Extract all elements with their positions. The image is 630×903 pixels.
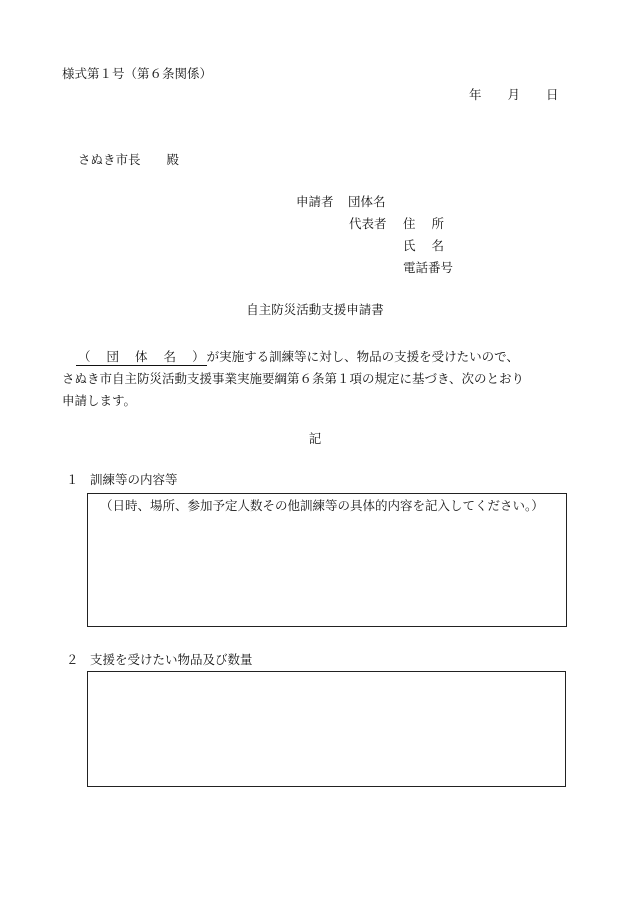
document-title: 自主防災活動支援申請書: [246, 302, 384, 317]
section-2-title: 支援を受けたい物品及び数量: [90, 652, 253, 667]
month-label: 月: [507, 87, 521, 102]
applicant-label: 申請者: [296, 194, 334, 209]
phone-label: 電話番号: [403, 260, 454, 275]
address-label: 住 所: [403, 216, 445, 231]
org-name-blank[interactable]: （ 団 体 名 ）: [78, 349, 205, 364]
section-1-title: 訓練等の内容等: [90, 472, 178, 487]
section-2-number: ２: [66, 652, 79, 667]
addressee-honorific: 殿: [166, 152, 180, 167]
addressee: [78, 154, 179, 167]
body-line-1: （ 団 体 名 ） が実施する訓練等に対し、物品の支援を受けたいので、: [78, 349, 519, 364]
training-details-box[interactable]: [87, 493, 567, 627]
body-line-3: 申請します。: [62, 393, 137, 408]
org-name-label: 団体名: [348, 194, 386, 209]
name-label: 氏 名: [403, 238, 445, 253]
ki-marker: 記: [308, 431, 322, 446]
section-2-heading: [66, 654, 253, 667]
requested-items-box[interactable]: [87, 671, 566, 787]
training-details-hint: （日時、場所、参加予定人数その他訓練等の具体的内容を記入してください。）: [100, 498, 544, 513]
year-label: 年: [469, 87, 482, 102]
day-label: 日: [546, 87, 559, 102]
representative-label: 代表者: [349, 216, 387, 231]
section-1-number: １: [66, 472, 79, 487]
addressee-name: さぬき市長: [78, 152, 141, 167]
form-number: 様式第１号（第６条関係）: [62, 66, 213, 81]
date-line: [443, 89, 559, 102]
body-line-2: さぬき市自主防災活動支援事業実施要綱第６条第１項の規定に基づき、次のとおり: [62, 371, 525, 386]
section-1-heading: [66, 474, 178, 487]
body-paragraph: [62, 346, 582, 412]
